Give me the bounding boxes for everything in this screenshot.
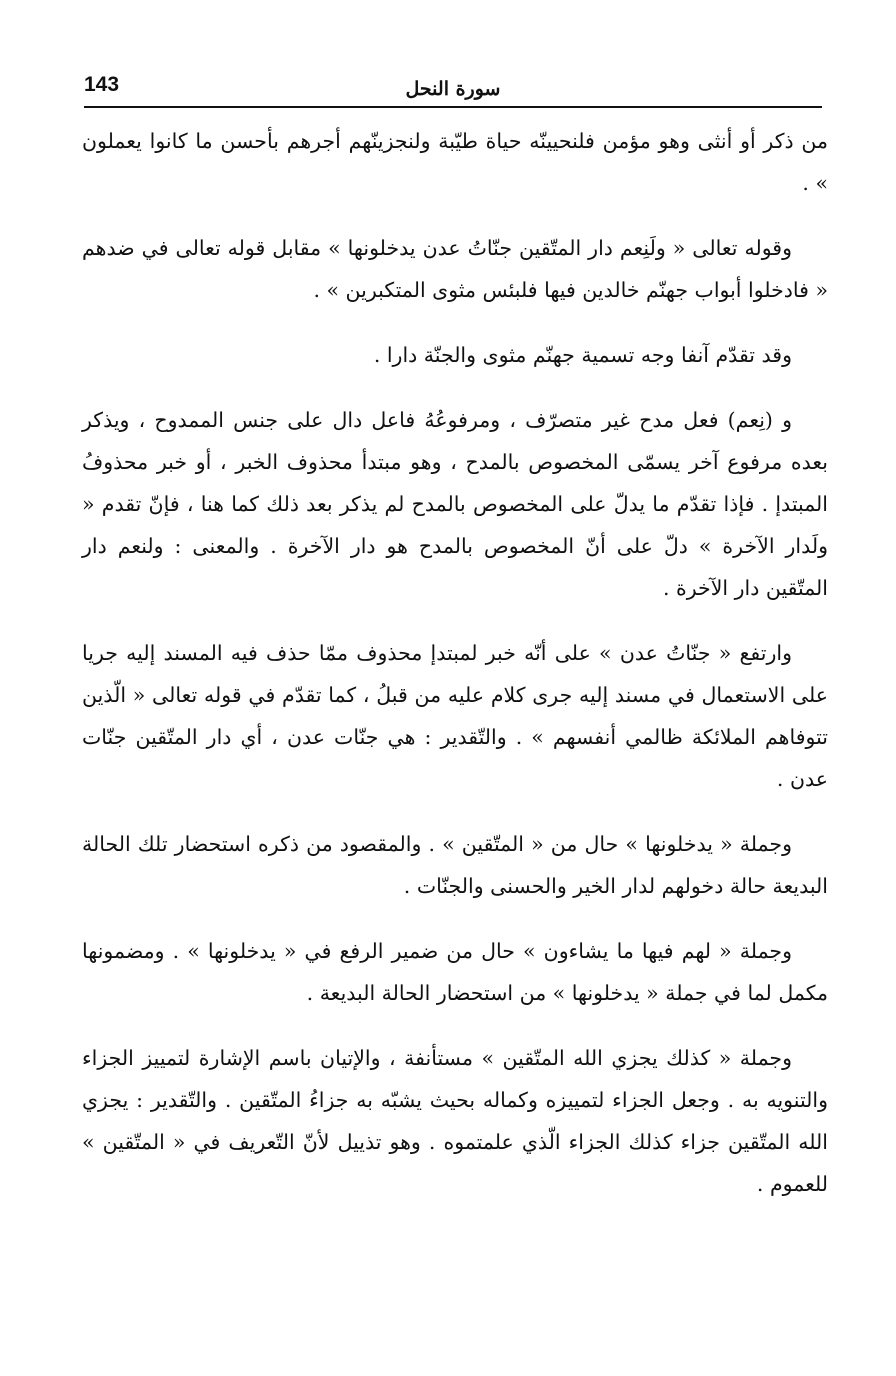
running-title: سورة النحل: [405, 78, 501, 100]
body-text: [82, 120, 828, 1228]
paragraph: وقوله تعالى « ولَنِعم دار المتّقين جنّاتُ عدن يدخلونها » مقابل قوله تعالى في ضدهم « فادخلوا أبواب جهنّم خالدين فيها فلبئس مثوى المتكبرين » .: [82, 236, 828, 302]
paragraph: وجملة « لهم فيها ما يشاءون » حال من ضمير الرفع في « يدخلونها » . ومضمونها مكمل لما في جملة « يدخلونها » من استحضار الحالة البديعة .: [82, 939, 828, 1005]
paragraph: وقد تقدّم آنفا وجه تسمية جهنّم مثوى والجنّة دارا .: [373, 343, 792, 367]
page-header: [84, 72, 822, 108]
paragraph: وارتفع « جنّاتُ عدن » على أنّه خبر لمبتدإ محذوف ممّا حذف فيه المسند إليه جريا على الاستعمال في مسند إليه جرى كلام عليه من قبلُ ، كما تقدّم في قوله تعالى « الّذين تتوفاهم الملائكة ظالمي أنفسهم » . والتّقدير : هي جنّات عدن ، أي دار المتّقين جنّات عدن .: [82, 641, 828, 791]
paragraph: وجملة « يدخلونها » حال من « المتّقين » . والمقصود من ذكره استحضار تلك الحالة البديعة حالة دخولهم لدار الخير والحسنى والجنّات .: [82, 832, 828, 898]
paragraph: و (نِعم) فعل مدح غير متصرّف ، ومرفوعُهُ فاعل دال على جنس الممدوح ، ويذكر بعده مرفوع آخر يسمّى المخصوص بالمدح ، وهو مبتدأ محذوف الخبر ، أو خبر محذوفُ المبتدإ . فإذا تقدّم ما يدلّ على المخصوص بالمدح لم يذكر بعد ذلك كما هنا ، فإنّ تقدم « ولَدار الآخرة » دلّ على أنّ المخصوص بالمدح هو دار الآخرة . والمعنى : ولنعم دار المتّقين دار الآخرة .: [82, 408, 828, 600]
page-number: 143: [84, 73, 120, 96]
paragraph: وجملة « كذلك يجزي الله المتّقين » مستأنفة ، والإتيان باسم الإشارة لتمييز الجزاء والتنويه به . وجعل الجزاء لتمييزه وكماله بحيث يشبّه به جزاءُ المتّقين . والتّقدير : يجزي الله المتّقين جزاء كذلك الجزاء الّذي علمتموه . وهو تذييل لأنّ التّعريف في « المتّقين » للعموم .: [82, 1046, 828, 1196]
header-rule: [84, 106, 822, 108]
paragraph-continuation: من ذكر أو أنثى وهو مؤمن فلنحيينّه حياة طيّبة ولنجزينّهم أجرهم بأحسن ما كانوا يعملون » .: [82, 129, 828, 195]
